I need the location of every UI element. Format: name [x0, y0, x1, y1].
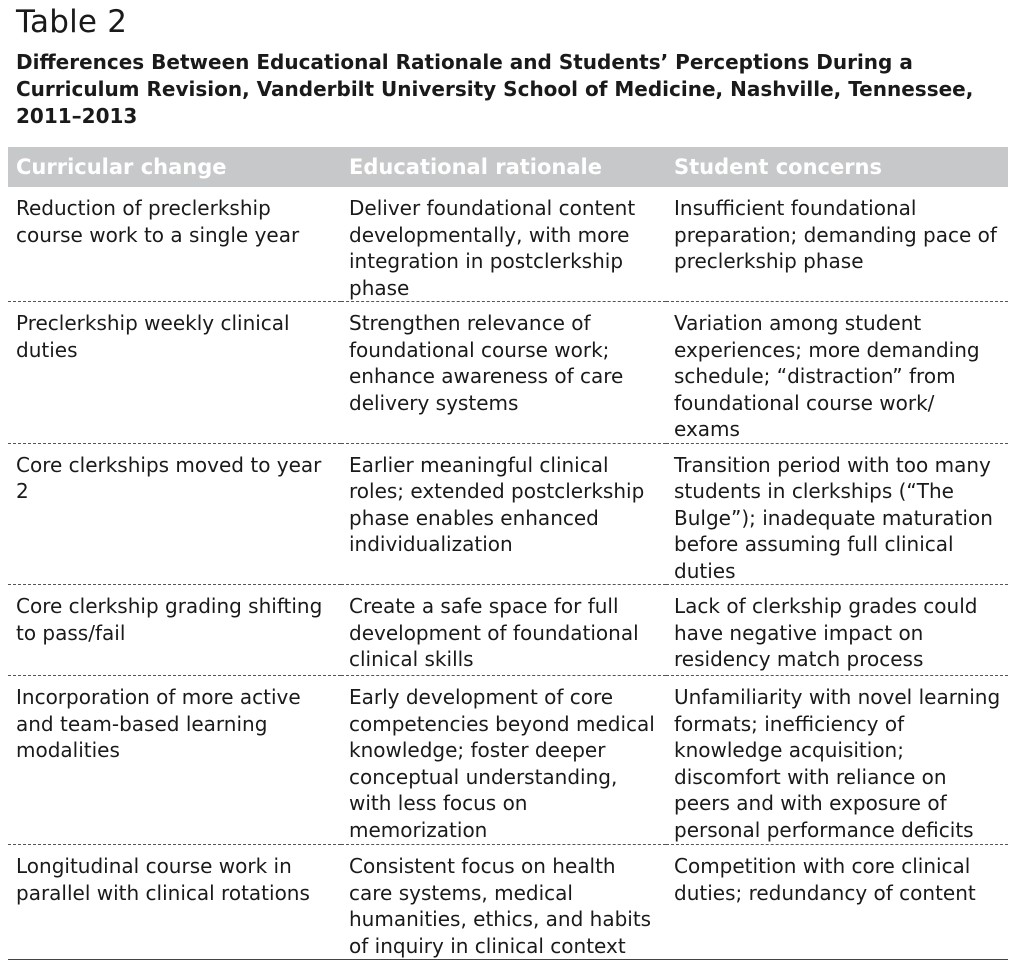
cell-student-concerns: Lack of clerkship grades could have negative impact on residency match process [666, 585, 1008, 676]
cell-educational-rationale: Create a safe space for full development of foundational clinical skills [341, 585, 666, 676]
cell-educational-rationale: Consistent focus on health care systems, medical humanities, ethics, and habits of inquiry in clinical context [341, 845, 666, 960]
cell-curricular-change: Incorporation of more active and team-based learning modalities [8, 676, 341, 845]
table-label: Table 2 [16, 4, 128, 40]
cell-curricular-change: Core clerkship grading shifting to pass/fail [8, 585, 341, 676]
cell-educational-rationale: Earlier meaningful clinical roles; extended postclerkship phase enables enhanced individualization [341, 443, 666, 585]
cell-curricular-change: Longitudinal course work in parallel with clinical rotations [8, 845, 341, 960]
cell-student-concerns: Variation among student experiences; more demanding schedule; “distraction” from foundational course work/ exams [666, 302, 1008, 444]
cell-student-concerns: Transition period with too many students in clerkships (“The Bulge”); inadequate maturation before assuming full clinical duties [666, 443, 1008, 585]
table-caption: Differences Between Educational Rationale and Students’ Perceptions During a Curriculum Revision, Vanderbilt University School of Medicine, Nashville, Tennessee, 2011–2013 [16, 50, 974, 128]
header-educational-rationale: Educational rationale [349, 155, 602, 179]
table-row [8, 676, 1008, 845]
cell-student-concerns: Unfamiliarity with novel learning formats; inefficiency of knowledge acquisition; discomfort with reliance on peers and with exposure of personal performance deficits [666, 676, 1008, 845]
table-header [8, 147, 1008, 187]
cell-student-concerns: Competition with core clinical duties; redundancy of content [666, 845, 1008, 960]
table-row [8, 187, 1008, 302]
cell-educational-rationale: Strengthen relevance of foundational course work; enhance awareness of care delivery systems [341, 302, 666, 444]
header-curricular-change: Curricular change [16, 155, 227, 179]
header-student-concerns: Student concerns [674, 155, 883, 179]
table-container [8, 147, 1008, 960]
table-row [8, 845, 1008, 960]
table-body [8, 187, 1008, 960]
cell-curricular-change: Core clerkships moved to year 2 [8, 443, 341, 585]
table-row [8, 302, 1008, 444]
cell-curricular-change: Preclerkship weekly clinical duties [8, 302, 341, 444]
cell-educational-rationale: Deliver foundational content developmentally, with more integration in postclerkship phase [341, 187, 666, 302]
table-row [8, 585, 1008, 676]
cell-educational-rationale: Early development of core competencies beyond medical knowledge; foster deeper conceptual understanding, with less focus on memorization [341, 676, 666, 845]
header-row [8, 147, 1008, 187]
cell-student-concerns: Insufficient foundational preparation; demanding pace of preclerkship phase [666, 187, 1008, 302]
table-row [8, 443, 1008, 585]
cell-curricular-change: Reduction of preclerkship course work to a single year [8, 187, 341, 302]
curriculum-table [8, 147, 1008, 960]
